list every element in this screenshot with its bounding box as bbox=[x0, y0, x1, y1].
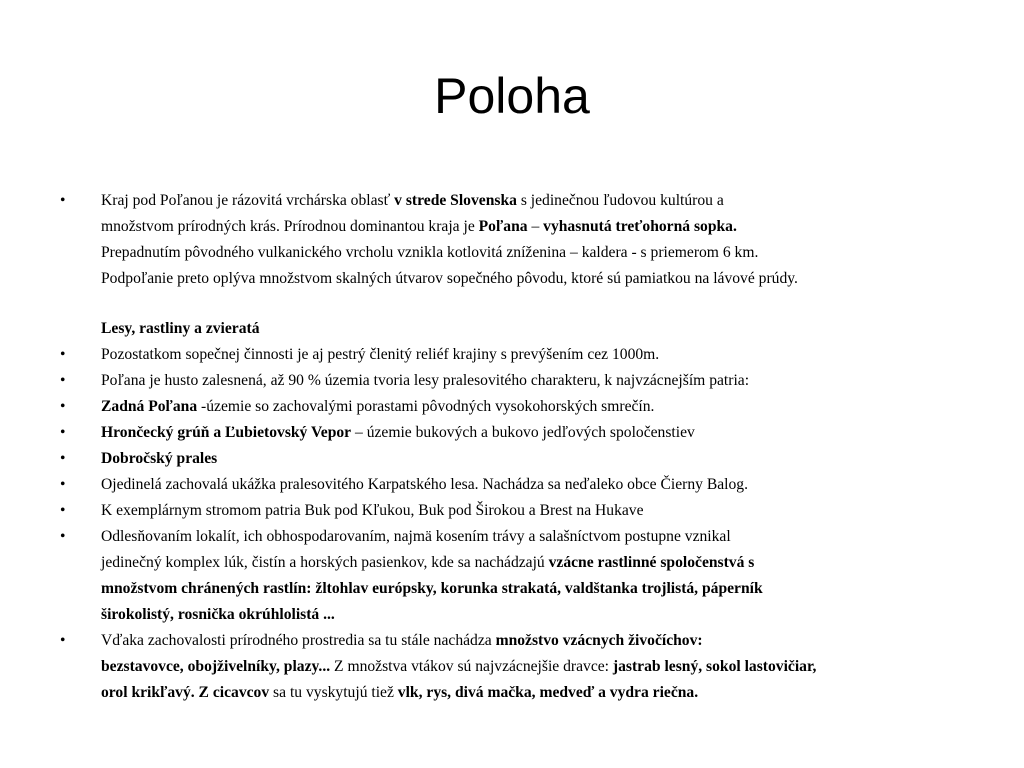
bullet-text bbox=[101, 446, 970, 472]
bold-segment: vlk, rys, divá mačka, medveď a vydra riečna. bbox=[397, 684, 699, 701]
text-segment: množstvom prírodných krás. Prírodnou dominantou kraja je bbox=[101, 218, 479, 235]
bullet-mark: • bbox=[60, 372, 66, 389]
text-segment: Kraj pod Poľanou je rázovitá vrchárska oblasť bbox=[101, 192, 395, 209]
bold-segment: Zadná Poľana bbox=[101, 398, 198, 415]
bullet-item bbox=[60, 472, 970, 498]
text-line bbox=[101, 524, 970, 550]
bold-segment: Dobročský prales bbox=[101, 450, 218, 467]
bold-segment: množstvom chránených rastlín: žltohlav európsky, korunka strakatá, valdštanka trojlistá, páperník bbox=[101, 580, 763, 597]
text-line bbox=[101, 602, 970, 628]
bullet-mark: • bbox=[60, 346, 66, 363]
text-line bbox=[101, 654, 970, 680]
text-segment: K exemplárnym stromom patria Buk pod Kľukou, Buk pod Širokou a Brest na Hukave bbox=[101, 502, 644, 519]
bullet-item bbox=[60, 628, 970, 706]
bullet-item bbox=[60, 420, 970, 446]
bullet-item bbox=[60, 368, 970, 394]
bold-segment: vzácne rastlinné spoločenstvá s bbox=[548, 554, 755, 571]
text-segment: Podpoľanie preto oplýva množstvom skalných útvarov sopečného pôvodu, ktoré sú pamiatkou na lávové prúdy. bbox=[101, 270, 798, 287]
bold-segment: v strede Slovenska bbox=[394, 192, 517, 209]
bullet-mark: • bbox=[60, 398, 66, 415]
bold-segment: vyhasnutá treťohorná sopka. bbox=[543, 218, 737, 235]
intro-bullet bbox=[60, 188, 970, 292]
bullet-text bbox=[101, 628, 970, 706]
text-segment: -územie so zachovalými porastami pôvodných vysokohorských smrečín. bbox=[197, 398, 655, 415]
bold-segment: množstvo vzácnych živočíchov: bbox=[495, 632, 703, 649]
text-line bbox=[101, 628, 970, 654]
bold-segment: Poľana bbox=[478, 218, 528, 235]
text-segment: Prepadnutím pôvodného vulkanického vrcholu vznikla kotlovitá zníženina – kaldera - s priemerom 6 km. bbox=[101, 244, 759, 261]
bullet-text bbox=[101, 394, 970, 420]
bullet-text bbox=[101, 498, 970, 524]
text-segment: Ojedinelá zachovalá ukážka pralesovitého Karpatského lesa. Nachádza sa neďaleko obce Čierny Balog. bbox=[101, 476, 748, 493]
text-line bbox=[101, 342, 970, 368]
text-line bbox=[101, 240, 970, 266]
text-line bbox=[101, 498, 970, 524]
text-line bbox=[101, 680, 970, 706]
bold-segment: širokolistý, rosnička okrúhlolistá ... bbox=[101, 606, 335, 623]
text-segment: s jedinečnou ľudovou kultúrou a bbox=[516, 192, 724, 209]
bullet-mark: • bbox=[60, 632, 66, 649]
text-segment: – územie bukových a bukovo jedľových spoločenstiev bbox=[351, 424, 695, 441]
text-segment: Odlesňovaním lokalít, ich obhospodarovaním, najmä kosením trávy a salašníctvom postupne vznikal bbox=[101, 528, 731, 545]
bullet-item bbox=[60, 394, 970, 420]
bullet-item bbox=[60, 498, 970, 524]
text-line bbox=[101, 214, 970, 240]
bullet-mark: • bbox=[60, 476, 66, 493]
text-line bbox=[101, 446, 970, 472]
bold-segment: Hrončecký grúň a Ľubietovský Vepor bbox=[101, 424, 352, 441]
text-line bbox=[101, 550, 970, 576]
section-heading-block bbox=[60, 316, 970, 342]
bullet-item bbox=[60, 342, 970, 368]
bullet-text bbox=[101, 342, 970, 368]
bullet-mark: • bbox=[60, 424, 66, 441]
bullet-text bbox=[101, 368, 970, 394]
text-segment: sa tu vyskytujú tiež bbox=[269, 684, 398, 701]
slide-content bbox=[60, 188, 970, 706]
bullet-list bbox=[60, 342, 970, 706]
text-segment: jedinečný komplex lúk, čistín a horských pasienkov, kde sa nachádzajú bbox=[101, 554, 549, 571]
text-line bbox=[101, 188, 970, 214]
text-segment: Pozostatkom sopečnej činnosti je aj pestrý členitý reliéf krajiny s prevýšením cez 1000m. bbox=[101, 346, 660, 363]
text-line bbox=[101, 394, 970, 420]
bullet-item bbox=[60, 446, 970, 472]
text-segment: – bbox=[527, 218, 544, 235]
bullet-mark: • bbox=[60, 528, 66, 545]
bullet-mark: • bbox=[60, 192, 66, 209]
bold-segment: jastrab lesný, sokol lastovičiar, bbox=[612, 658, 817, 675]
bullet-text bbox=[101, 524, 970, 628]
bullet-text bbox=[101, 420, 970, 446]
slide-title: Poloha bbox=[434, 68, 590, 124]
bullet-item bbox=[60, 524, 970, 628]
section-heading: Lesy, rastliny a zvieratá bbox=[101, 320, 260, 337]
bold-segment: orol krikľavý. Z cicavcov bbox=[101, 684, 270, 701]
text-line bbox=[101, 576, 970, 602]
text-line bbox=[101, 368, 970, 394]
bullet-mark: • bbox=[60, 450, 66, 467]
text-line bbox=[101, 266, 970, 292]
bold-segment: bezstavovce, obojživelníky, plazy... bbox=[101, 658, 331, 675]
intro-text bbox=[101, 188, 970, 292]
bullet-mark: • bbox=[60, 502, 66, 519]
bullet-text bbox=[101, 472, 970, 498]
text-segment: Vďaka zachovalosti prírodného prostredia sa tu stále nachádza bbox=[101, 632, 496, 649]
text-segment: Poľana je husto zalesnená, až 90 % územia tvoria lesy pralesovitého charakteru, k najvzácnejším patria: bbox=[101, 372, 750, 389]
text-line bbox=[101, 472, 970, 498]
text-segment: Z množstva vtákov sú najvzácnejšie dravce: bbox=[330, 658, 613, 675]
text-line bbox=[101, 420, 970, 446]
